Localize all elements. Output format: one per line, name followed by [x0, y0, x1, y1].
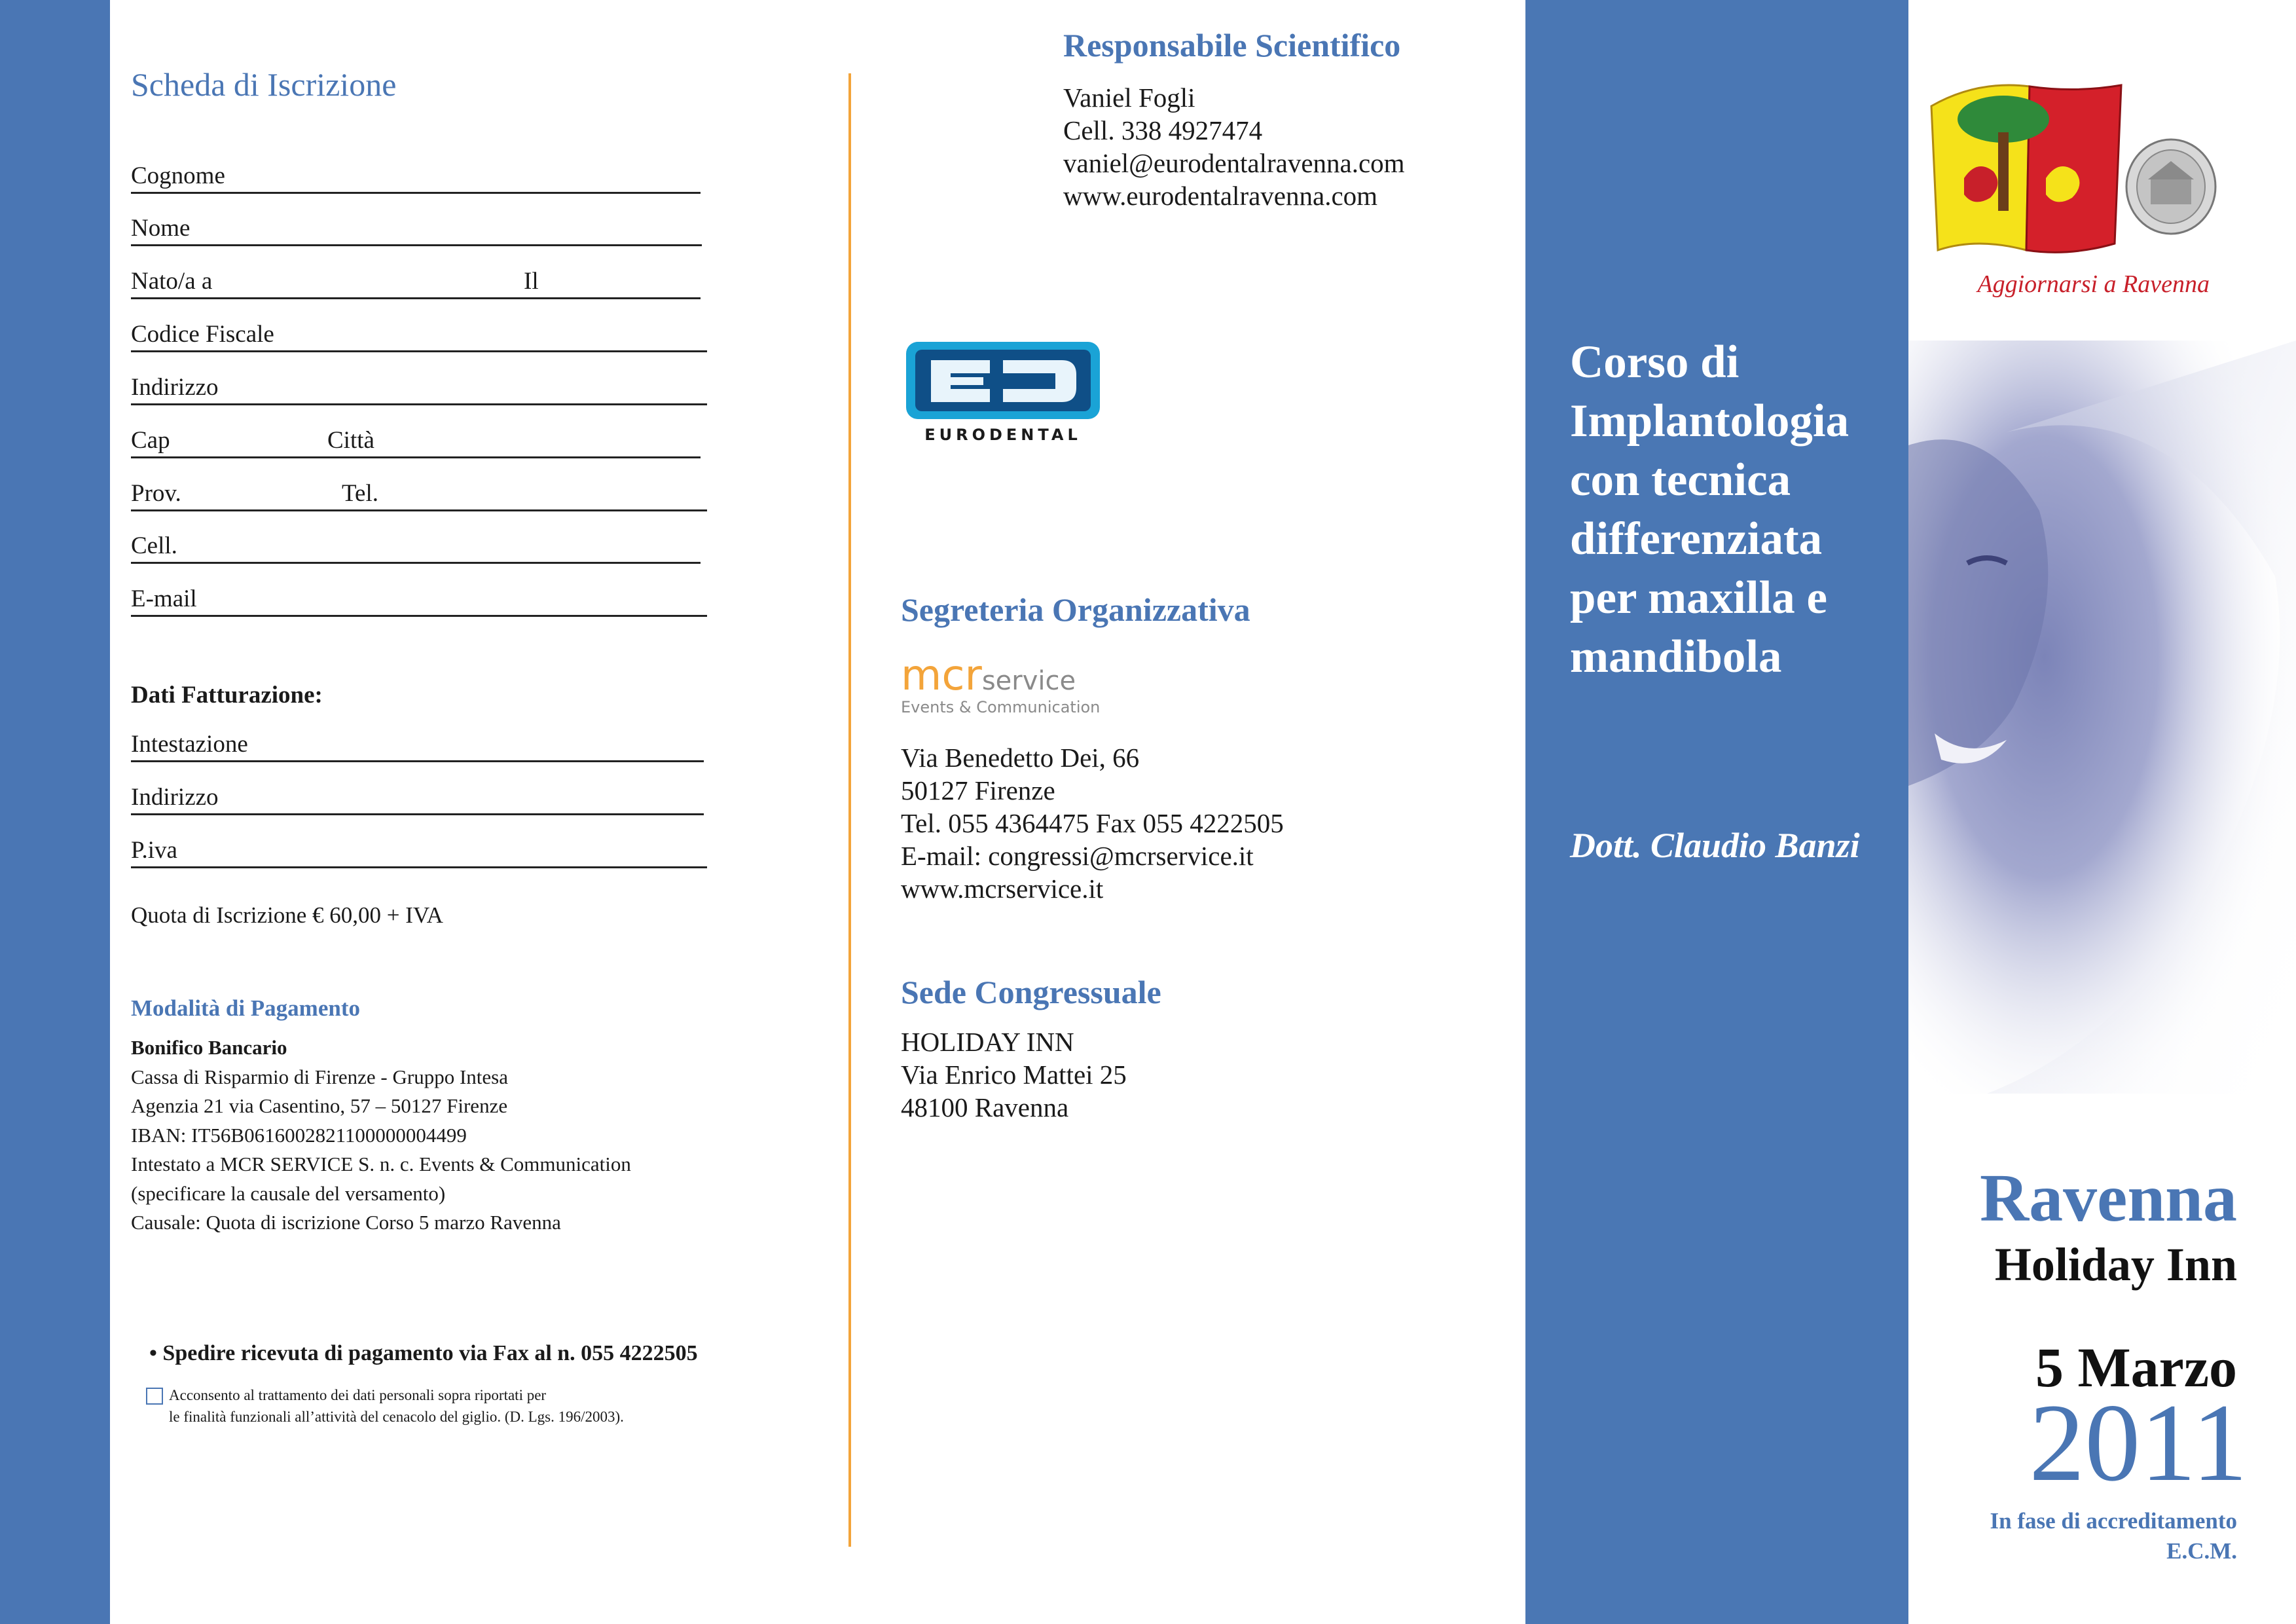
cap-citta-field[interactable]: [131, 428, 701, 458]
event-city: Ravenna: [1980, 1160, 2237, 1236]
codice-fiscale-label: Codice Fiscale: [131, 321, 274, 348]
venue-line: HOLIDAY INN: [901, 1027, 1074, 1057]
event-hotel: Holiday Inn: [1994, 1238, 2237, 1291]
intestazione-label: Intestazione: [131, 731, 248, 758]
citta-label: Città: [327, 427, 374, 454]
payment-line: (specificare la causale del versamento): [131, 1181, 446, 1205]
contact-line: E-mail: congressi@mcrservice.it: [901, 841, 1254, 871]
payment-details: [131, 1033, 631, 1238]
birthdate-label: Il: [524, 268, 539, 295]
accreditation-line: E.C.M.: [2166, 1538, 2237, 1564]
piva-field[interactable]: [131, 838, 707, 868]
cell-field[interactable]: [131, 534, 701, 564]
codice-fiscale-field[interactable]: [131, 322, 707, 352]
mcr-service-logo: [901, 652, 1101, 716]
form-title: Scheda di Iscrizione: [131, 66, 397, 103]
payment-line: Cassa di Risparmio di Firenze - Gruppo Intesa: [131, 1065, 508, 1088]
payment-line: Bonifico Bancario: [131, 1036, 287, 1059]
mcr-logo-sub: Events & Communication: [901, 698, 1101, 716]
billing-title: Dati Fatturazione:: [131, 682, 323, 709]
mcr-logo-main: mcr: [901, 652, 982, 700]
venue-address: [901, 1025, 1127, 1124]
eurodental-logo-text: EURODENTAL: [924, 426, 1082, 444]
send-note-text: Spedire ricevuta di pagamento via Fax al n. 055 4222505: [162, 1341, 698, 1365]
prov-label: Prov.: [131, 480, 181, 507]
contact-line: Tel. 055 4364475 Fax 055 4222505: [901, 808, 1284, 838]
seal-icon: [2124, 138, 2217, 236]
seal-logo: [2124, 138, 2217, 239]
panel-divider: [848, 73, 851, 1547]
consent-line: Acconsento al trattamento dei dati personali sopra riportati per: [169, 1387, 547, 1403]
course-title-line: per maxilla e: [1570, 572, 1828, 623]
contact-website: www.eurodentalravenna.com: [1063, 181, 1378, 211]
cell-label: Cell.: [131, 532, 177, 559]
secretariat-contact: [901, 741, 1284, 905]
payment-line: Intestato a MCR SERVICE S. n. c. Events & Communication: [131, 1153, 631, 1175]
venue-line: Via Enrico Mattei 25: [901, 1060, 1127, 1090]
consent-checkbox[interactable]: [146, 1388, 163, 1405]
birthplace-label: Nato/a a: [131, 268, 213, 295]
event-year: 2011: [2029, 1381, 2248, 1504]
email-label: E-mail: [131, 585, 197, 612]
coat-of-arms-icon: [1925, 80, 2128, 257]
cognome-field[interactable]: [131, 164, 701, 194]
scientific-contact: [1063, 81, 1405, 212]
birthplace-field[interactable]: [131, 269, 701, 299]
venue-title: Sede Congressuale: [901, 974, 1161, 1010]
payment-line: Causale: Quota di iscrizione Corso 5 marzo Ravenna: [131, 1211, 561, 1234]
contact-name: Vaniel Fogli: [1063, 83, 1195, 113]
payment-line: Agenzia 21 via Casentino, 57 – 50127 Firenze: [131, 1094, 508, 1117]
contact-phone: Cell. 338 4927474: [1063, 115, 1263, 145]
nome-field[interactable]: [131, 216, 702, 246]
course-title-line: Implantologia: [1570, 396, 1850, 447]
bullet-icon: •: [149, 1341, 163, 1365]
fee-text: Quota di Iscrizione € 60,00 + IVA: [131, 902, 443, 928]
slogan: Aggiornarsi a Ravenna: [1977, 270, 2210, 298]
contact-line: www.mcrservice.it: [901, 874, 1104, 904]
accreditation-line: In fase di accreditamento: [1990, 1508, 2237, 1534]
indirizzo-label: Indirizzo: [131, 374, 219, 401]
eurodental-logo-icon: [905, 341, 1101, 445]
left-color-band: [0, 0, 110, 1624]
face-photo-icon: [1908, 341, 2296, 1094]
course-title: [1570, 333, 1849, 686]
course-title-line: Corso di: [1570, 337, 1740, 388]
tel-label: Tel.: [342, 480, 378, 507]
cap-label: Cap: [131, 427, 170, 454]
accreditation-note: [1990, 1506, 2238, 1566]
prov-tel-field[interactable]: [131, 481, 707, 511]
nome-label: Nome: [131, 215, 191, 242]
consent-line: le finalità funzionali all’attività del cenacolo del giglio. (D. Lgs. 196/2003).: [169, 1409, 624, 1425]
consent-text: [169, 1384, 624, 1428]
doctor-name: Dott. Claudio Banzi: [1570, 826, 1860, 865]
course-title-line: differenziata: [1570, 513, 1823, 564]
course-title-line: mandibola: [1570, 631, 1782, 682]
billing-indirizzo-field[interactable]: [131, 785, 704, 815]
piva-label: P.iva: [131, 837, 177, 864]
intestazione-field[interactable]: [131, 732, 704, 762]
contact-email: vaniel@eurodentalravenna.com: [1063, 148, 1405, 178]
billing-indirizzo-label: Indirizzo: [131, 784, 219, 811]
scientific-title: Responsabile Scientifico: [1063, 27, 1401, 64]
contact-line: 50127 Firenze: [901, 775, 1055, 805]
payment-line: IBAN: IT56B0616002821100000004499: [131, 1123, 467, 1147]
cognome-label: Cognome: [131, 162, 225, 189]
woman-face-photo: [1908, 341, 2296, 1094]
venue-line: 48100 Ravenna: [901, 1092, 1069, 1122]
cover-color-band: [1525, 0, 1908, 1624]
indirizzo-field[interactable]: [131, 375, 707, 405]
email-field[interactable]: [131, 587, 707, 617]
contact-line: Via Benedetto Dei, 66: [901, 743, 1140, 773]
mcr-logo-service: service: [981, 666, 1076, 696]
event-day: 5 Marzo: [2035, 1336, 2237, 1399]
payment-title: Modalità di Pagamento: [131, 995, 360, 1021]
eurodental-logo: [905, 341, 1101, 449]
course-title-line: con tecnica: [1570, 454, 1791, 506]
send-note: [149, 1341, 698, 1366]
flag-logo: [1925, 80, 2128, 260]
secretariat-title: Segreteria Organizzativa: [901, 591, 1250, 628]
